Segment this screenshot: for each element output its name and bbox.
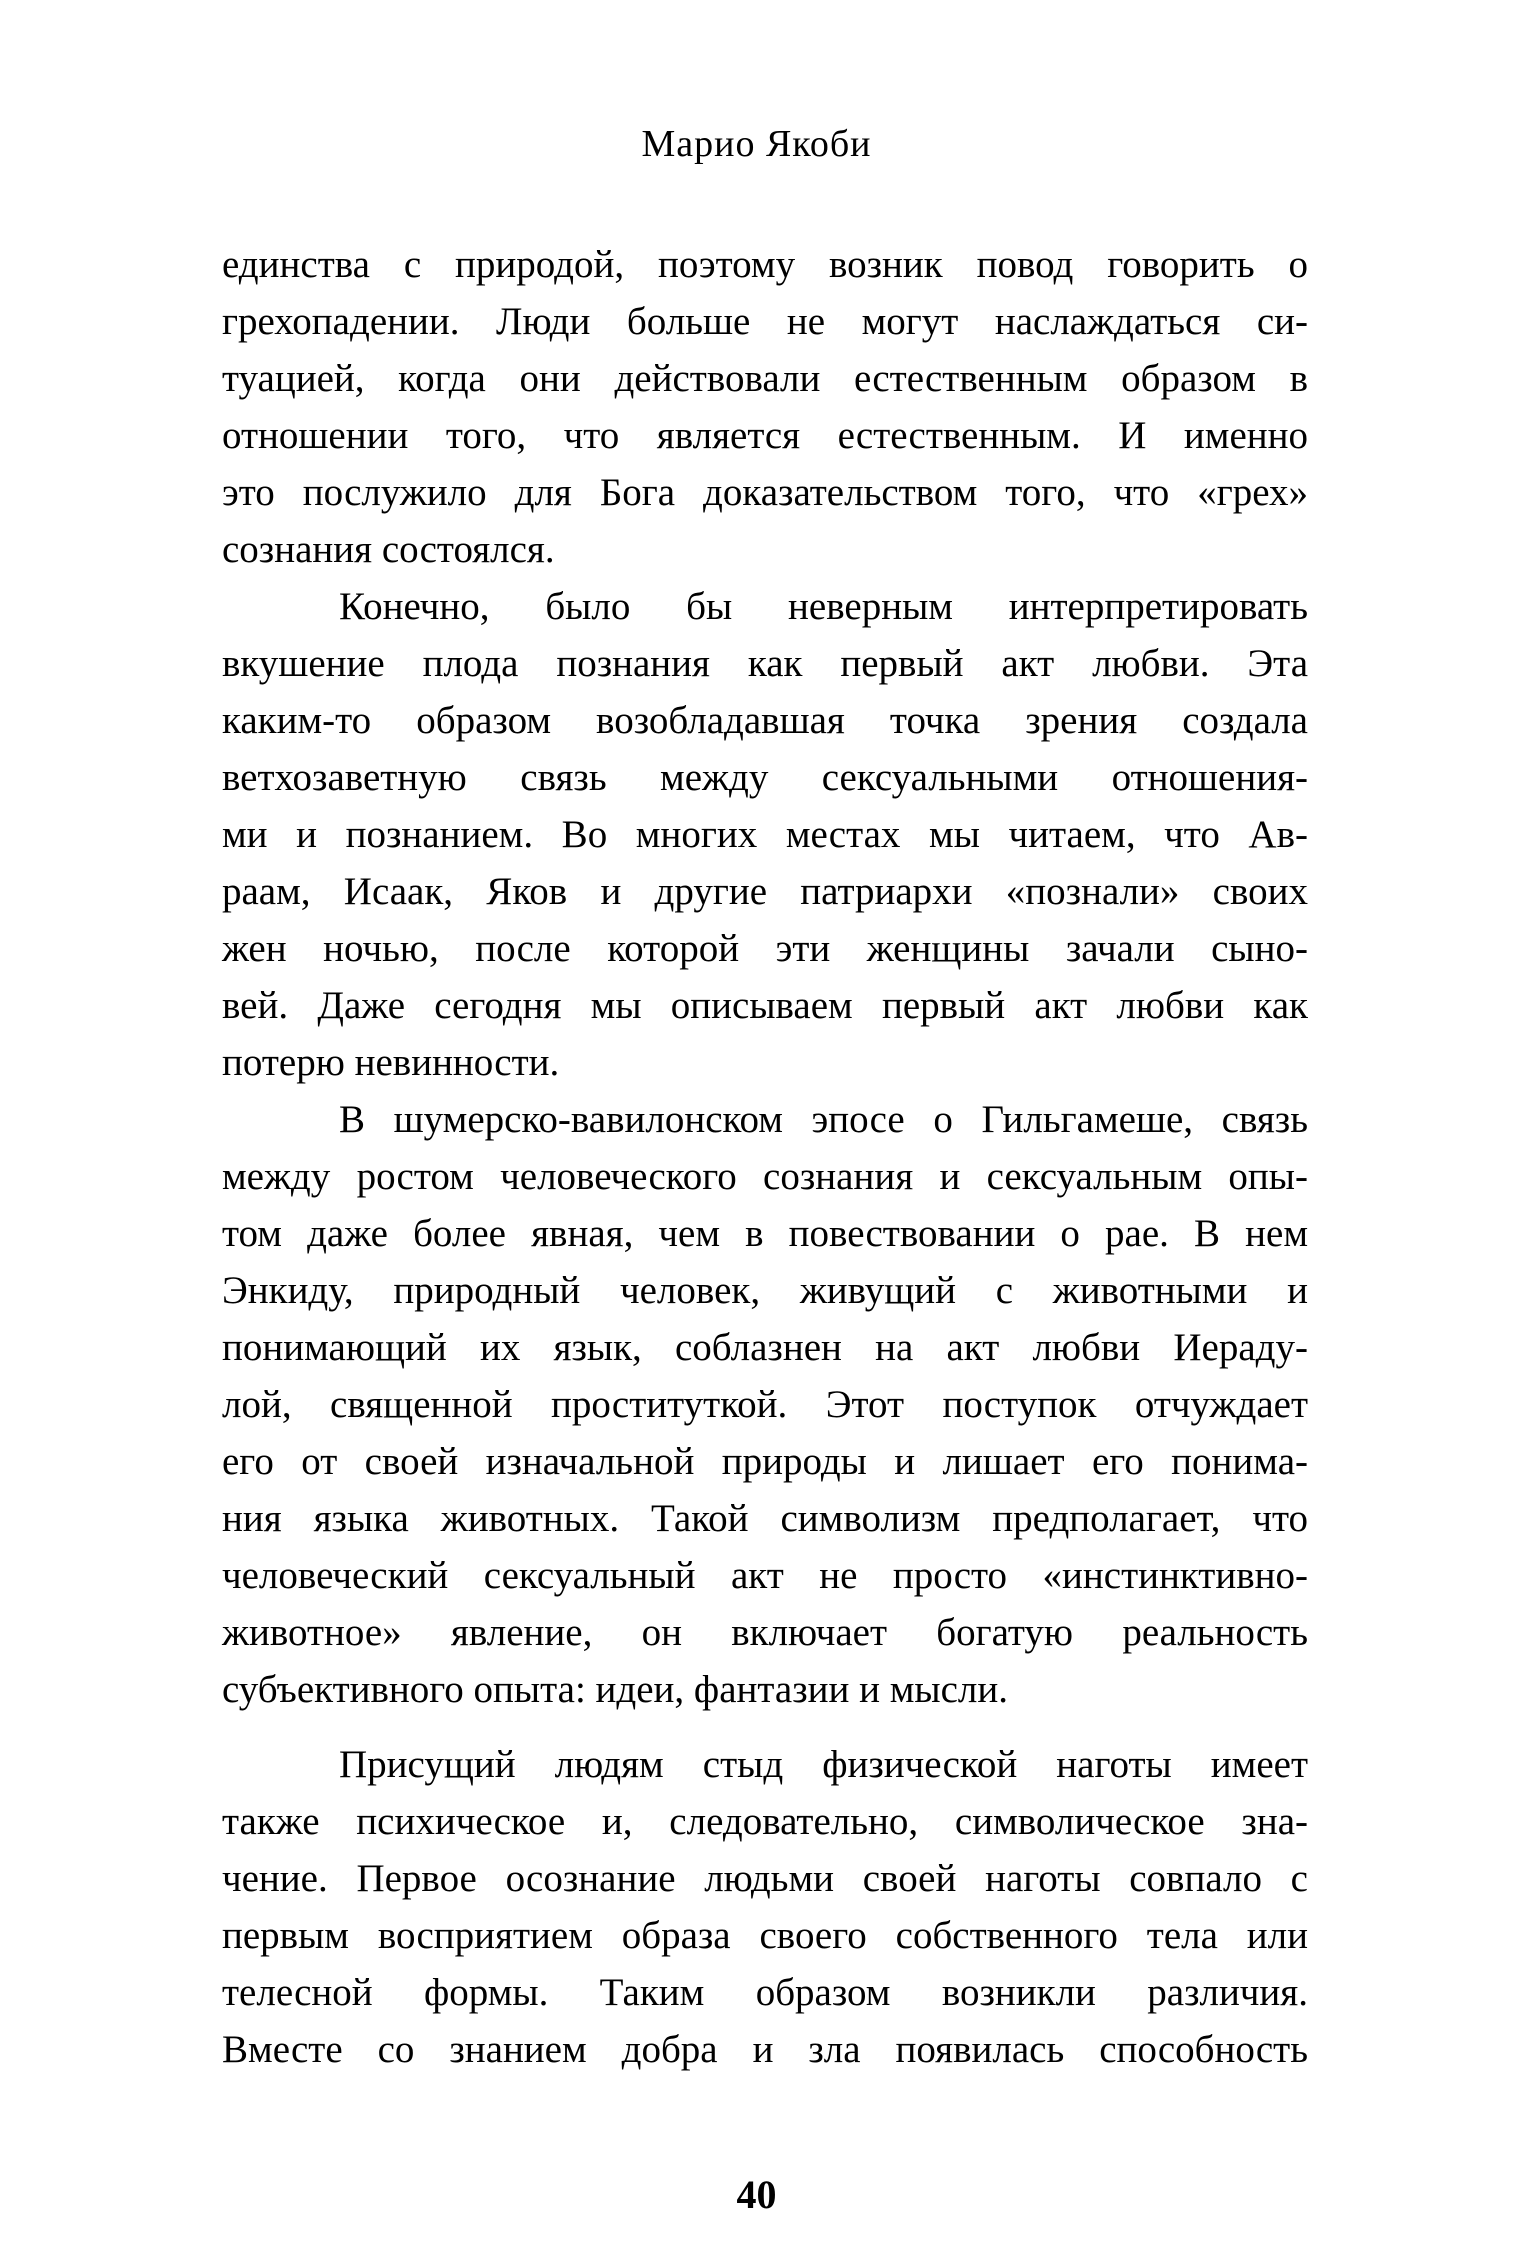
- text-line: жен ночью, после которой эти женщины зачали сыно-: [222, 927, 1308, 970]
- paragraph: [222, 236, 1308, 578]
- text-line: Конечно, было бы неверным интерпретировать: [339, 585, 1308, 628]
- paragraph: [222, 1091, 1308, 1718]
- text-line: ния языка животных. Такой символизм предполагает, что: [222, 1497, 1308, 1540]
- text-line: субъективного опыта: идеи, фантазии и мысли.: [222, 1668, 1008, 1711]
- text-line: туацией, когда они действовали естественным образом в: [222, 357, 1308, 400]
- text-line: понимающий их язык, соблазнен на акт любви Иераду-: [222, 1326, 1308, 1369]
- text-line: Присущий людям стыд физической наготы имеет: [339, 1743, 1308, 1786]
- text-line: ветхозаветную связь между сексуальными отношения-: [222, 756, 1308, 799]
- text-line: вей. Даже сегодня мы описываем первый акт любви как: [222, 984, 1308, 1027]
- text-line: Вместе со знанием добра и зла появилась способность: [222, 2028, 1308, 2071]
- text-line: Энкиду, природный человек, живущий с животными и: [222, 1269, 1308, 1312]
- text-line: человеческий сексуальный акт не просто «инстинктивно-: [222, 1554, 1308, 1597]
- running-header: Марио Якоби: [641, 123, 872, 165]
- text-line: единства с природой, поэтому возник повод говорить о: [222, 243, 1308, 286]
- text-line: это послужило для Бога доказательством того, что «грех»: [222, 471, 1308, 514]
- text-line: его от своей изначальной природы и лишает его понима-: [222, 1440, 1308, 1483]
- text-line: отношении того, что является естественным. И именно: [222, 414, 1308, 457]
- text-line: грехопадении. Люди больше не могут наслаждаться си-: [222, 300, 1308, 343]
- text-line: сознания состоялся.: [222, 528, 555, 571]
- paragraph: [222, 1736, 1308, 2078]
- text-line: каким-то образом возобладавшая точка зрения создала: [222, 699, 1308, 742]
- text-line: чение. Первое осознание людьми своей наготы совпало с: [222, 1857, 1308, 1900]
- text-line: также психическое и, следовательно, символическое зна-: [222, 1800, 1308, 1843]
- body-text: [222, 236, 1308, 2078]
- text-line: лой, священной проституткой. Этот поступок отчуждает: [222, 1383, 1308, 1426]
- text-line: раам, Исаак, Яков и другие патриархи «познали» своих: [222, 870, 1308, 913]
- text-line: телесной формы. Таким образом возникли различия.: [222, 1971, 1308, 2014]
- text-line: между ростом человеческого сознания и сексуальным опы-: [222, 1155, 1308, 1198]
- text-line: том даже более явная, чем в повествовании о рае. В нем: [222, 1212, 1308, 1255]
- text-line: потерю невинности.: [222, 1041, 560, 1084]
- text-line: ми и познанием. Во многих местах мы читаем, что Ав-: [222, 813, 1308, 856]
- text-line: первым восприятием образа своего собственного тела или: [222, 1914, 1308, 1957]
- text-line: вкушение плода познания как первый акт любви. Эта: [222, 642, 1308, 685]
- text-line: животное» явление, он включает богатую реальность: [222, 1611, 1308, 1654]
- text-line: В шумерско-вавилонском эпосе о Гильгамеше, связь: [339, 1098, 1308, 1141]
- page-number: 40: [736, 2172, 777, 2217]
- paragraph-spacing: [222, 1718, 1308, 1736]
- paragraph: [222, 578, 1308, 1091]
